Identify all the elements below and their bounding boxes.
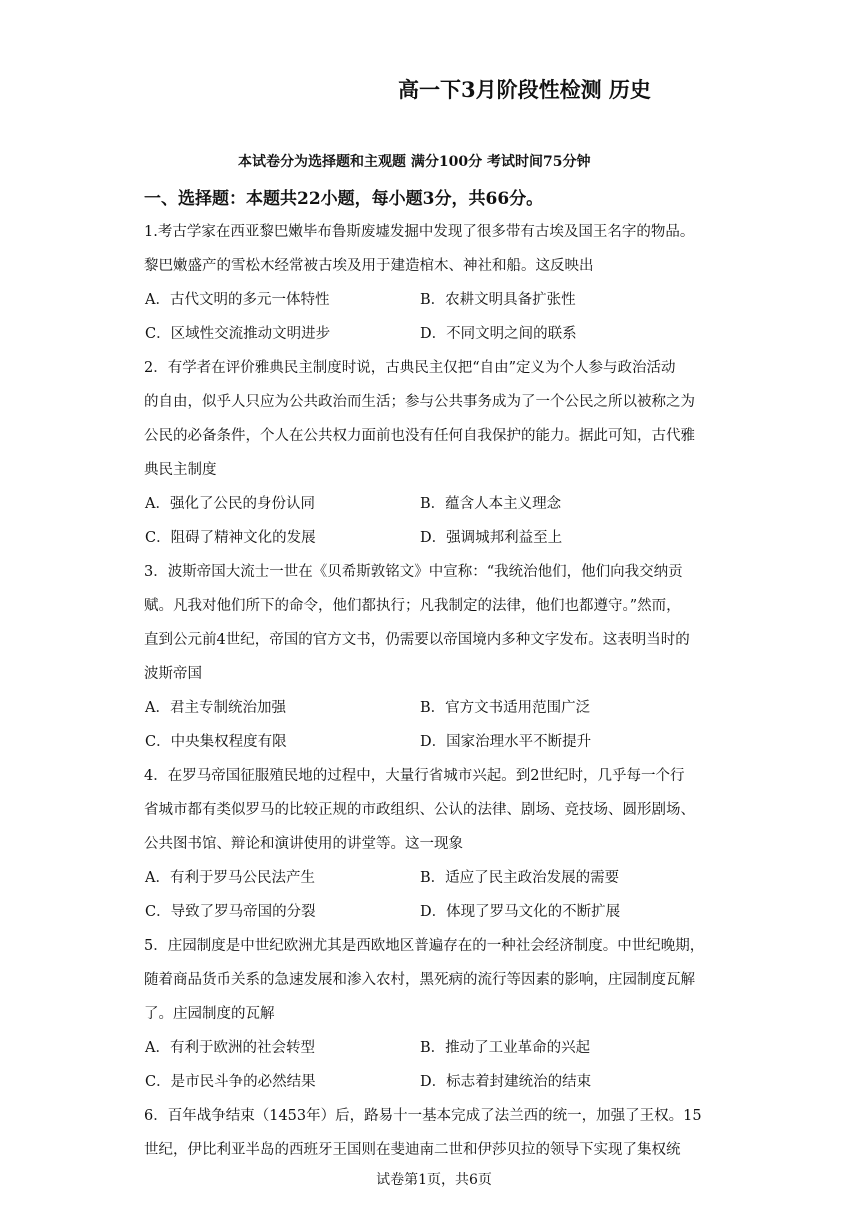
option-a: A．强化了公民的身份认同 xyxy=(145,496,315,512)
option-d: D．体现了罗马文化的不断扩展 xyxy=(420,904,621,920)
question-stem-line: 公共图书馆、辩论和演讲使用的讲堂等。这一现象 xyxy=(144,836,463,852)
question-stem-line: 3．波斯帝国大流士一世在《贝希斯敦铭文》中宣称：“我统治他们，他们向我交纳贡 xyxy=(144,564,683,580)
question-stem-line: 直到公元前4世纪，帝国的官方文书，仍需要以帝国境内多种文字发布。这表明当时的 xyxy=(144,632,690,648)
option-b: B．推动了工业革命的兴起 xyxy=(420,1040,591,1056)
option-a: A．古代文明的多元一体特性 xyxy=(145,292,330,308)
page-title: 高一下3月阶段性检测 历史 xyxy=(398,77,651,102)
option-d: D．国家治理水平不断提升 xyxy=(420,734,592,750)
option-b: B．适应了民主政治发展的需要 xyxy=(420,870,620,886)
option-row xyxy=(144,1065,726,1099)
option-c: C．阻碍了精神文化的发展 xyxy=(145,530,316,546)
question-stem-line: 随着商品货币关系的急速发展和渗入农村，黑死病的流行等因素的影响，庄园制度瓦解 xyxy=(144,972,695,988)
option-d: D．标志着封建统治的结束 xyxy=(420,1074,592,1090)
option-b: B．农耕文明具备扩张性 xyxy=(420,292,576,308)
question-stem-line: 波斯帝国 xyxy=(144,666,202,682)
question-stem-line: 5．庄园制度是中世纪欧洲尤其是西欧地区普遍存在的一种社会经济制度。中世纪晚期， xyxy=(144,938,705,954)
option-b: B．蕴含人本主义理念 xyxy=(420,496,562,512)
question-stem-line: 了。庄园制度的瓦解 xyxy=(144,1006,275,1022)
question-stem-line: 1.考古学家在西亚黎巴嫩毕布鲁斯废墟发掘中发现了很多带有古埃及国王名字的物品。 xyxy=(144,224,695,240)
option-row xyxy=(144,691,726,725)
option-row xyxy=(144,861,726,895)
option-a: A．有利于罗马公民法产生 xyxy=(145,870,315,886)
page-footer: 试卷第1页，共6页 xyxy=(376,1172,492,1188)
question-stem-line: 典民主制度 xyxy=(144,462,217,478)
option-row xyxy=(144,521,726,555)
option-row xyxy=(144,1031,726,1065)
option-c: C．区域性交流推动文明进步 xyxy=(145,326,331,342)
question-stem-line: 2．有学者在评价雅典民主制度时说，古典民主仅把“自由”定义为个人参与政治活动 xyxy=(144,360,676,376)
question xyxy=(144,1099,726,1167)
option-c: C．中央集权程度有限 xyxy=(145,734,287,750)
question-stem-line: 世纪，伊比利亚半岛的西班牙王国则在斐迪南二世和伊莎贝拉的领导下实现了集权统 xyxy=(144,1142,681,1158)
question xyxy=(144,759,726,929)
option-c: C．是市民斗争的必然结果 xyxy=(145,1074,316,1090)
option-a: A．有利于欧洲的社会转型 xyxy=(145,1040,315,1056)
option-row xyxy=(144,725,726,759)
option-row xyxy=(144,317,726,351)
option-d: D．不同文明之间的联系 xyxy=(420,326,577,342)
option-c: C．导致了罗马帝国的分裂 xyxy=(145,904,316,920)
question-stem-line: 赋。凡我对他们所下的命令，他们都执行；凡我制定的法律，他们也都遵守。”然而， xyxy=(144,598,681,614)
question xyxy=(144,929,726,1099)
option-a: A．君主专制统治加强 xyxy=(145,700,286,716)
question-stem-line: 4．在罗马帝国征服殖民地的过程中，大量行省城市兴起。到2世纪时，几乎每一个行 xyxy=(144,768,685,784)
question xyxy=(144,351,726,555)
question xyxy=(144,555,726,759)
question-stem-line: 省城市都有类似罗马的比较正规的市政组织、公认的法律、剧场、竞技场、圆形剧场、 xyxy=(144,802,695,818)
question-stem-line: 黎巴嫩盛产的雪松木经常被古埃及用于建造棺木、神社和船。这反映出 xyxy=(144,258,594,274)
option-d: D．强调城邦利益至上 xyxy=(420,530,563,546)
section-heading: 一、选择题：本题共22小题，每小题3分，共66分。 xyxy=(144,189,544,209)
option-row xyxy=(144,283,726,317)
exam-instructions: 本试卷分为选择题和主观题 满分100分 考试时间75分钟 xyxy=(238,154,591,170)
question xyxy=(144,215,726,351)
question-stem-line: 公民的必备条件，个人在公共权力面前也没有任何自我保护的能力。据此可知，古代雅 xyxy=(144,428,695,444)
question-stem-line: 6．百年战争结束（1453年）后，路易十一基本完成了法兰西的统一，加强了王权。15 xyxy=(144,1108,702,1124)
questions-area xyxy=(144,215,726,1167)
option-b: B．官方文书适用范围广泛 xyxy=(420,700,591,716)
option-row xyxy=(144,895,726,929)
question-stem-line: 的自由，似乎人只应为公共政治而生活；参与公共事务成为了一个公民之所以被称之为 xyxy=(144,394,695,410)
option-row xyxy=(144,487,726,521)
